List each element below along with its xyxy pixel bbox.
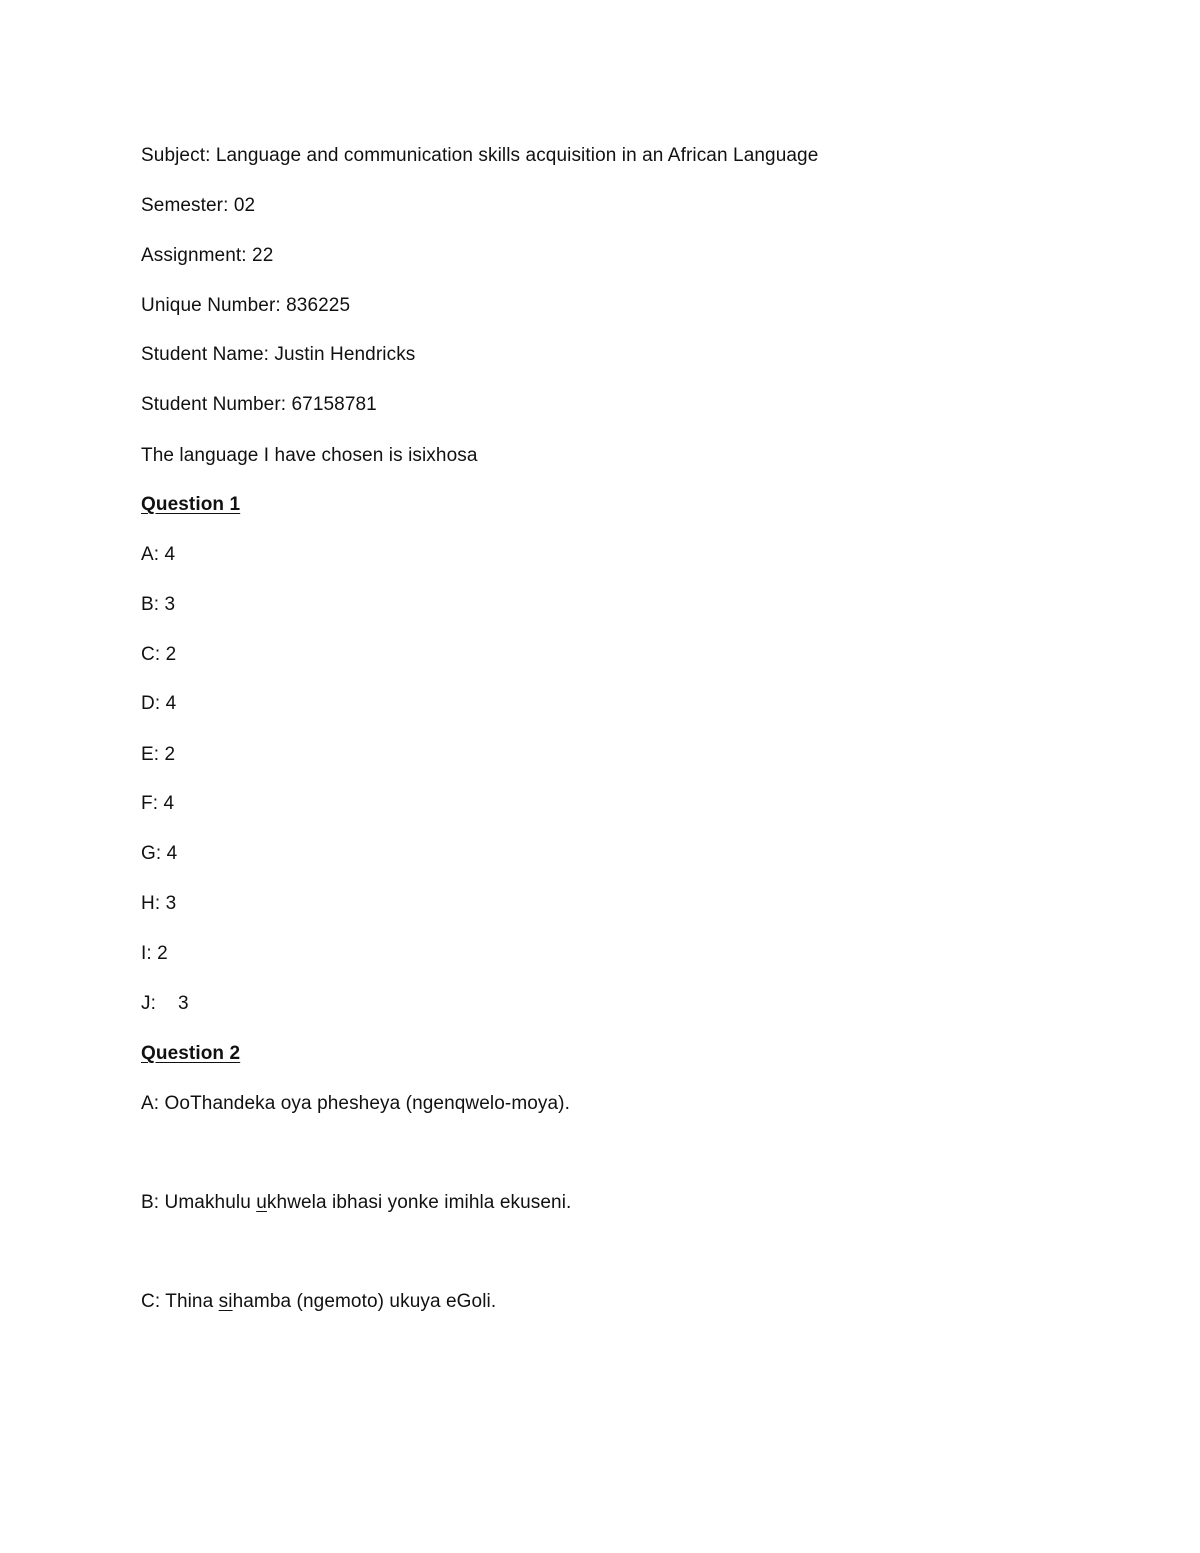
subject-line: Subject: Language and communication skills acquisition in an African Language: [141, 145, 819, 166]
q2-answer-b: [141, 1191, 571, 1215]
q1-answer-h: H: 3: [141, 893, 177, 914]
student-name-line: Student Name: Justin Hendricks: [141, 344, 416, 365]
student-number-line: Student Number: 67158781: [141, 394, 377, 415]
q1-answer-j-value: 3: [177, 993, 189, 1014]
q1-answer-c: C: 2: [141, 644, 177, 665]
q1-answer-i: I: 2: [141, 943, 168, 964]
q2-b-after: khwela ibhasi yonke imihla ekuseni.: [266, 1192, 572, 1213]
q2-c-after: hamba (ngemoto) ukuya eGoli.: [232, 1291, 497, 1312]
q1-answer-a: A: 4: [141, 544, 176, 565]
q2-c-before: C: Thina: [141, 1291, 219, 1312]
unique-number-line: Unique Number: 836225: [141, 295, 351, 316]
q2-answer-a: A: OoThandeka oya phesheya (ngenqwelo-moya).: [141, 1093, 570, 1114]
language-statement: The language I have chosen is isixhosa: [141, 445, 478, 466]
q1-answer-b: B: 3: [141, 594, 176, 615]
q2-answer-c: [141, 1290, 496, 1314]
q1-answer-f: F: 4: [141, 793, 175, 814]
q2-c-underlined: si: [218, 1291, 233, 1312]
q2-b-before: B: Umakhulu: [141, 1192, 257, 1213]
assignment-line: Assignment: 22: [141, 245, 274, 266]
semester-line: Semester: 02: [141, 195, 256, 216]
question-1-heading: Question 1: [141, 494, 241, 515]
q1-answer-e: E: 2: [141, 744, 176, 765]
question-2-heading: Question 2: [141, 1043, 241, 1064]
q2-b-underlined: u: [256, 1192, 267, 1213]
q1-answer-j-label: J:: [141, 993, 156, 1014]
q1-answer-j: [141, 992, 189, 1016]
q1-answer-g: G: 4: [141, 843, 178, 864]
q1-answer-d: D: 4: [141, 693, 177, 714]
